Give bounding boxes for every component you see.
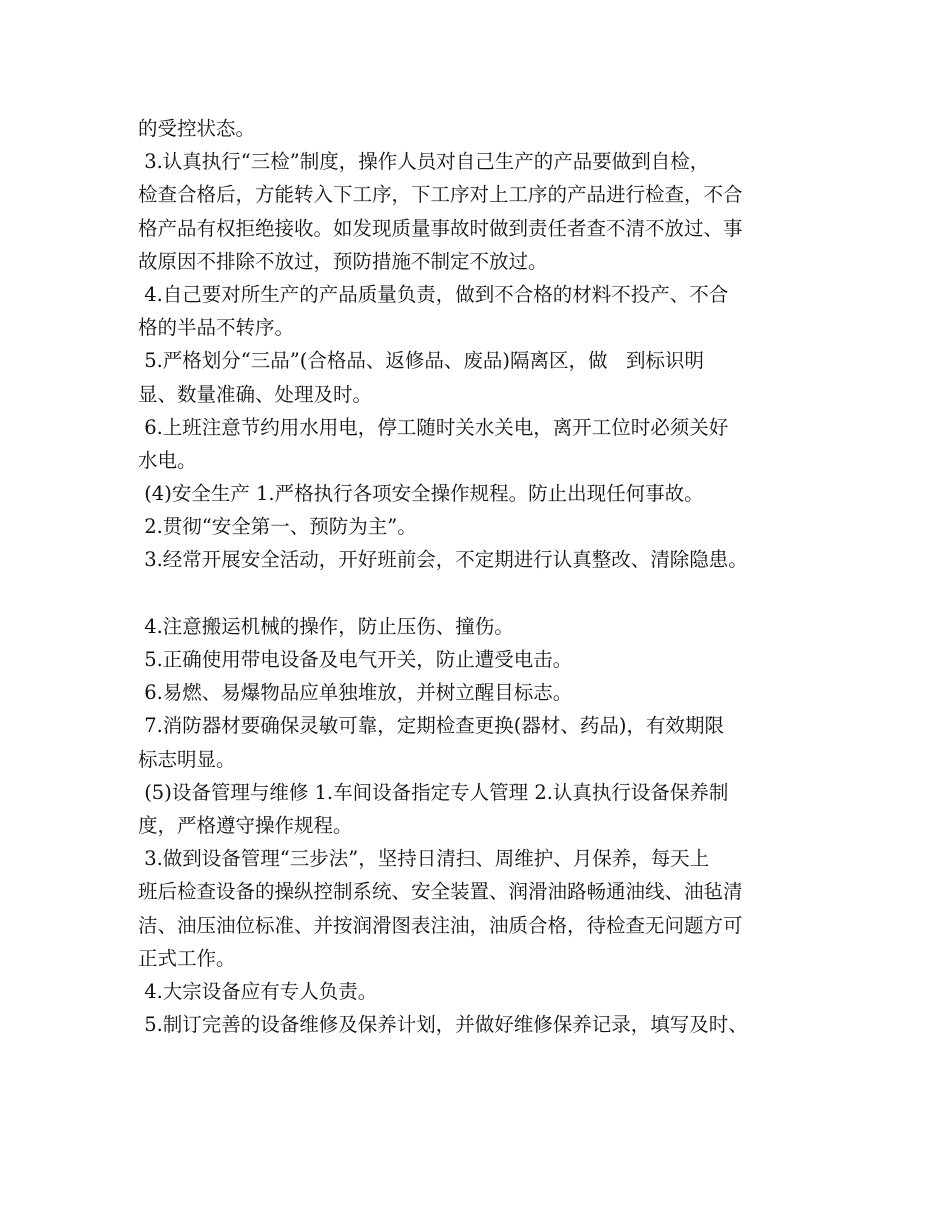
text-line: 4.自己要对所生产的产品质量负责，做到不合格的材料不投产、不合 (138, 282, 729, 306)
text-line: (5)设备管理与维修 1.车间设备指定专人管理 2.认真执行设备保养制 (138, 780, 729, 804)
text-line: 2.贯彻“安全第一、预防为主”。 (138, 515, 417, 539)
text-line: 4.大宗设备应有专人负责。 (138, 979, 378, 1003)
text-line: 洁、油压油位标准、并按润滑图表注油，油质合格，待检查无问题方可 (138, 913, 743, 937)
text-line: 格产品有权拒绝接收。如发现质量事故时做到责任者查不清不放过、事 (138, 216, 743, 240)
text-line: 格的半品不转序。 (138, 316, 295, 340)
text-line: 7.消防器材要确保灵敏可靠，定期检查更换(器材、药品)，有效期限 (138, 714, 725, 738)
text-line: 的受控状态。 (138, 117, 256, 140)
text-line: 正式工作。 (138, 946, 236, 970)
text-line: 6.上班注意节约用水用电，停工随时关水关电，离开工位时必须关好 (138, 415, 729, 439)
text-line: 班后检查设备的操纵控制系统、安全装置、润滑油路畅通油线、油毡清 (138, 880, 743, 904)
text-line: 水电。 (138, 448, 197, 472)
text-line: 3.经常开展安全活动，开好班前会，不定期进行认真整改、清除隐患。 (138, 548, 748, 572)
text-line: 标志明显。 (138, 747, 236, 771)
text-line: 4.注意搬运机械的操作，防止压伤、撞伤。 (138, 614, 514, 638)
document-page (138, 112, 818, 1041)
text-line: 度，严格遵守操作规程。 (138, 813, 353, 837)
text-line: 检查合格后，方能转入下工序，下工序对上工序的产品进行检查，不合 (138, 183, 743, 207)
blank-line (138, 577, 818, 610)
text-line: 6.易燃、易爆物品应单独堆放，并树立醒目标志。 (138, 681, 573, 705)
text-line: 故原因不排除不放过，预防措施不制定不放过。 (138, 249, 548, 273)
text-line: (4)安全生产 1.严格执行各项安全操作规程。防止出现任何事故。 (138, 482, 704, 506)
text-line: 5.制订完善的设备维修及保养计划，并做好维修保养记录，填写及时、 (138, 1013, 748, 1037)
text-line: 3.认真执行“三检”制度，操作人员对自己生产的产品要做到自检， (138, 150, 710, 174)
text-line: 显、数量准确、处理及时。 (138, 382, 373, 406)
text-line: 5.正确使用带电设备及电气开关，防止遭受电击。 (138, 648, 573, 671)
text-line: 3.做到设备管理“三步法”，坚持日清扫、周维护、月保养，每天上 (138, 847, 710, 871)
text-line: 5.严格划分“三品”(合格品、返修品、废品)隔离区，做 到标识明 (138, 349, 705, 373)
